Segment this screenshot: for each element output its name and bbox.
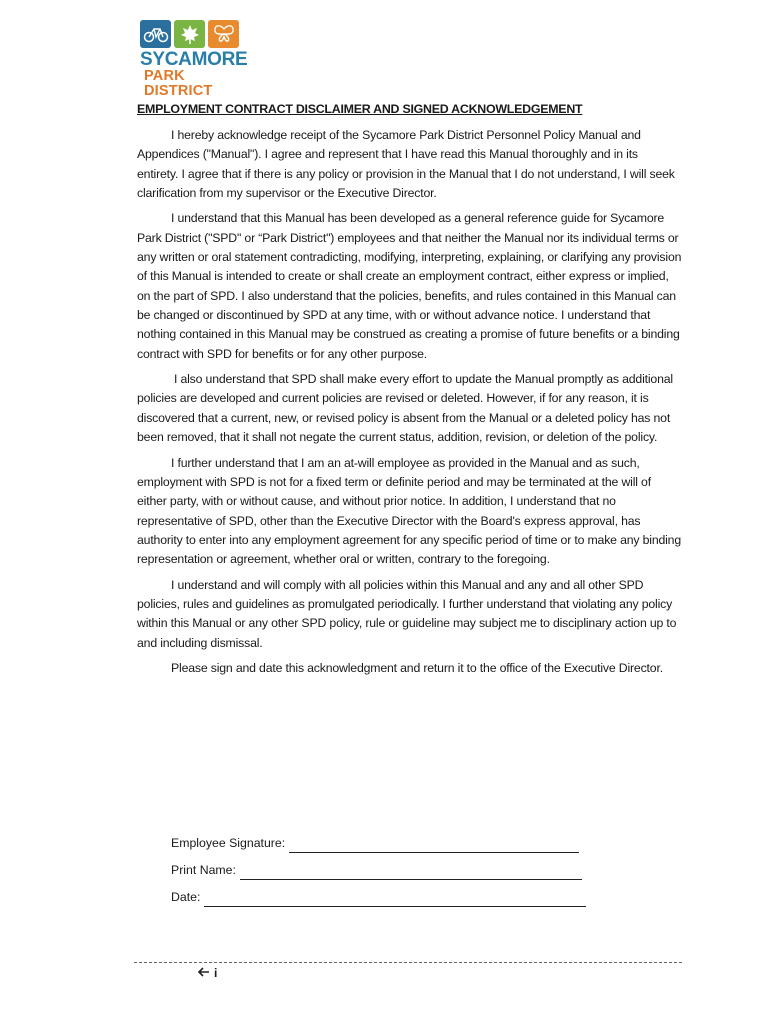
butterfly-icon	[208, 20, 239, 48]
paragraph-at-will: I further understand that I am an at-will employee as provided in the Manual and as such, employment with SPD is not for a fixed term or definite period and may be terminated at the will of either party, with or without cause, and without prior notice. In addition, I understand that no representative of SPD, other than the Executive Director with the Board's express approval, has authority to enter into any employment agreement for any specific period of time or to make any binding representation or agreement, whether oral or written, contrary to the foregoing.	[137, 455, 682, 567]
employee-signature-field[interactable]	[289, 838, 579, 853]
date-row	[171, 880, 601, 907]
back-arrow-icon[interactable]	[198, 966, 210, 980]
logo-wordmark-park-district: PARK DISTRICT	[144, 68, 213, 99]
logo-tiles	[140, 20, 246, 48]
paragraph-sign-instructions: Please sign and date this acknowledgment and return it to the office of the Executive Director.	[171, 660, 663, 675]
leaf-icon	[174, 20, 205, 48]
footer-divider	[134, 962, 682, 963]
paragraph-compliance: I understand and will comply with all policies within this Manual and any and all other SPD policies, rules and guidelines as promulgated periodically. I further understand that violating any policy within this Manual or any other SPD policy, rule or guideline may subject me to disciplinary action up to and including dismissal.	[137, 577, 677, 650]
bicycle-icon	[140, 20, 171, 48]
paragraph-updates: I also understand that SPD shall make every effort to update the Manual promptly as additional policies are developed and current policies are revised or deleted. However, if for any reason, it is discovered that a current, new, or revised policy is absent from the Manual or a deleted policy has not been removed, that it shall not negate the current status, addition, revision, or deletion of the policy.	[137, 372, 673, 445]
employee-signature-label: Employee Signature:	[171, 836, 286, 850]
page-footer	[198, 966, 217, 980]
document-body	[137, 102, 682, 684]
logo-wordmark-sycamore: SYCAMORE	[140, 49, 248, 70]
date-label: Date:	[171, 890, 201, 904]
document-heading: EMPLOYMENT CONTRACT DISCLAIMER AND SIGNED ACKNOWLEDGEMENT	[137, 102, 583, 116]
employee-signature-row	[171, 826, 601, 853]
paragraph-reference-guide: I understand that this Manual has been developed as a general reference guide for Sycamore Park District ("SPD" or “Park District") employees and that neither the Manual nor its individual terms or any written or oral statement contradicting, modifying, interpreting, explaining, or clarifying any provision of this Manual is intended to create or shall create an employment contract, either express or implied, on the part of SPD. I also understand that the policies, benefits, and rules contained in this Manual can be changed or discontinued by SPD at any time, with or without advance notice. I understand that nothing contained in this Manual may be construed as creating a promise of future benefits or a binding contract with SPD for benefits or for any other purpose.	[137, 211, 682, 361]
print-name-label: Print Name:	[171, 863, 236, 877]
print-name-field[interactable]	[240, 865, 582, 880]
paragraph-receipt: I hereby acknowledge receipt of the Sycamore Park District Personnel Policy Manual and Appendices ("Manual"). I agree and represent that I have read this Manual thoroughly and in its entirety. I agree that if there is any policy or provision in the Manual that I do not understand, I will seek clarification from my supervisor or the Executive Director.	[137, 128, 675, 201]
page-number: i	[214, 966, 218, 980]
print-name-row	[171, 853, 601, 880]
signature-block	[171, 826, 601, 907]
date-field[interactable]	[204, 892, 586, 907]
sycamore-park-district-logo	[140, 20, 248, 99]
